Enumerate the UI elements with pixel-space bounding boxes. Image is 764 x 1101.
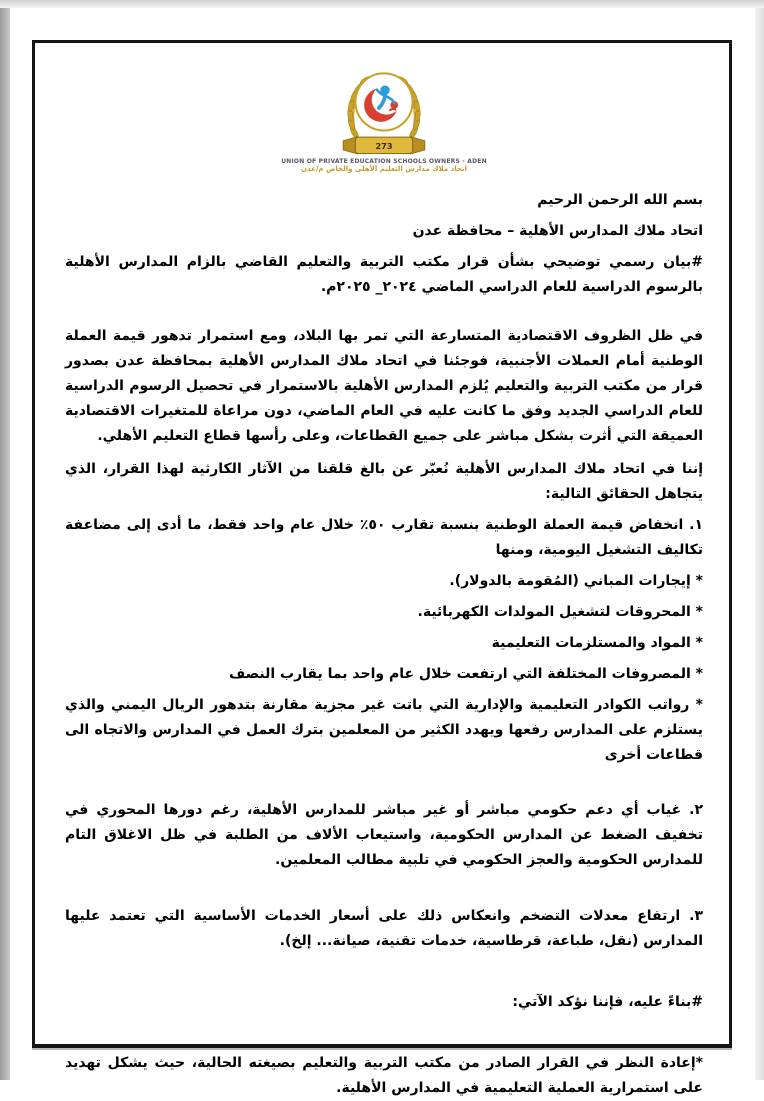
point-3: ٣. ارتفاع معدلات التضخم وانعكاس ذلك على أسعار الخدمات الأساسية التي تعتمد عليها المدارس (نقل، طباعة، قرطاسية، خدمات تقنية، صيانة... إلخ).: [65, 907, 703, 949]
point-2: ٢. غياب أي دعم حكومي مباشر أو غير مباشر للمدارس الأهلية، رغم دورها المحوري في تخفيف الضغط عن المدارس الحكومية، واستيعاب الألاف من الطلبة في ظل الاغلاق التام للمدارس الحكومية والعجز الحكومي في تلبية مطالب المعلمين.: [65, 801, 703, 868]
point-1-item-expenses: * المصروفات المختلفة التي ارتفعت خلال عام واحد بما يقارب النصف: [228, 665, 703, 682]
banner-number: 273: [375, 140, 393, 151]
union-logo: [65, 43, 703, 174]
point-1-item-salaries: * رواتب الكوادر التعليمية والإدارية التي باتت غير مجزية مقارنة بتدهور الريال اليمني والذي يستلزم على المدارس رفعها ويهدد الكثير من المعلمين بترك العمل في المدارس والاتجاه الى قطاعات أخرى: [65, 696, 703, 763]
point-1-item-fuel: * المحروقات لتشغيل المولدات الكهربائية.: [417, 603, 703, 620]
point-1-item-rents: * إيجارات المباني (المُقومة بالدولار).: [449, 572, 703, 589]
intro-paragraph: في ظل الظروف الاقتصادية المتسارعة التي تمر بها البلاد، ومع استمرار تدهور قيمة العملة الوطنية أمام العملات الأجنبية، فوجئنا في اتحاد ملاك المدارس الأهلية بمحافظة عدن بصدور قرار من مكتب التربية والتعليم يُلزم المدارس الأهلية بالاستمرار في تحصيل الرسوم الدراسية للعام الدراسي الجديد وفق ما كانت عليه في العام الماضي، دون مراعاة للمتغيرات الاقتصادية العميقة التي أثرت بشكل مباشر على جميع القطاعات، وعلى رأسها قطاع التعليم الأهلي.: [65, 327, 703, 444]
scan-edge-left: [0, 0, 10, 1080]
statement-body: [65, 188, 703, 1101]
conclusion-point: *إعادة النظر في القرار الصادر من مكتب التربية والتعليم بصيغته الحالية، حيث يشكل تهديد على استمرارية العملية التعليمية في المدارس الأهلية.: [65, 1054, 703, 1096]
scan-edge-right: [755, 0, 764, 1080]
point-1: ١. انخفاض قيمة العملة الوطنية بنسبة تقارب ٥٠٪ خلال عام واحد فقط، ما أدى إلى مضاعفة تكاليف التشغيل اليومية، ومنها: [65, 516, 703, 558]
conclusion-header: #بناءً عليه، فإننا نؤكد الآتي:: [512, 993, 703, 1010]
concern-line: إننا في اتحاد ملاك المدارس الأهلية نُعبّر عن بالغ قلقنا من الآثار الكارثية لهذا القرار، الذي يتجاهل الحقائق التالية:: [65, 460, 703, 502]
point-1-item-materials: * المواد والمستلزمات التعليمية: [491, 634, 703, 651]
logo-caption-arabic: اتحاد ملاك مدارس التعليم الأهلي والخاص م/عدن: [301, 165, 467, 174]
banner-ribbon: [343, 137, 425, 154]
scan-edge-top: [0, 0, 764, 8]
logo-caption-english: UNION OF PRIVATE EDUCATION SCHOOLS OWNERS - ADEN: [281, 157, 487, 165]
page-border-frame: [32, 40, 732, 1096]
union-logo-emblem: [322, 57, 446, 155]
statement-title: #بيان رسمي توضيحي بشأن قرار مكتب التربية والتعليم القاضي بالزام المدارس الأهلية بالرسوم الدراسية للعام الدراسي الماضي ٢٠٢٤_ ٢٠٢٥م.: [65, 253, 703, 295]
bismillah-line: بسم الله الرحمن الرحيم: [537, 191, 703, 208]
union-title-line: اتحاد ملاك المدارس الأهلية – محافظة عدن: [412, 222, 703, 239]
crescent-figure-icon: [355, 73, 412, 130]
